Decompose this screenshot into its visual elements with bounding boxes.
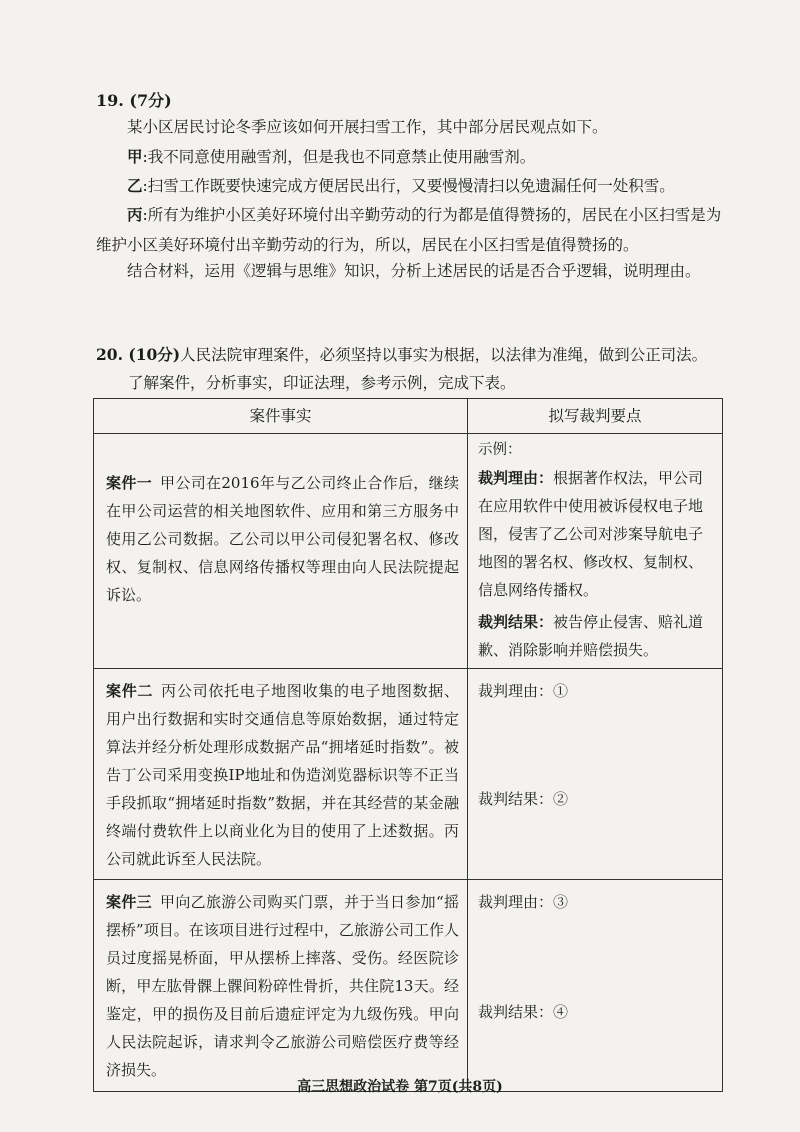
answer-blank-3[interactable]: ③ bbox=[553, 893, 569, 911]
question-20-number: 20. (10分) bbox=[96, 345, 181, 364]
question-20-text: 人民法院审理案件，必须坚持以事实为根据，以法律为准绳，做到公正司法。 bbox=[180, 346, 708, 364]
case-1-reason-label: 裁判理由： bbox=[478, 469, 554, 487]
opinion-yi bbox=[96, 171, 736, 201]
case-2-label: 案件二 bbox=[106, 682, 154, 700]
case-3-label: 案件三 bbox=[106, 893, 152, 911]
question-19-title: 19. (7分) bbox=[96, 91, 172, 110]
case-2-result bbox=[478, 785, 716, 813]
speaker-bing: 丙 bbox=[127, 205, 143, 224]
question-20-stem bbox=[96, 340, 736, 370]
case-2-fact-text: 丙公司依托电子地图收集的电子地图数据、用户出行数据和实时交通信息等原始数据，通过特定算法并经分析处理形成数据产品“拥堵延时指数”。被告丁公司采用变换IP地址和伪造浏览器标识等不正当手段抓取“拥堵延时指数”数据，并在其经营的某金融终端付费软件上以商业化为目的使用了上述数据。丙公司就此诉至人民法院。 bbox=[106, 682, 459, 868]
speaker-jia: 甲 bbox=[127, 147, 143, 166]
question-19-task: 结合材料，运用《逻辑与思维》知识，分析上述居民的话是否合乎逻辑，说明理由。 bbox=[127, 262, 701, 280]
opinion-jia bbox=[96, 142, 736, 172]
example-label: 示例： bbox=[478, 442, 522, 458]
opinion-bing bbox=[96, 200, 736, 260]
opinion-yi-text: :扫雪工作既要快速完成方便居民出行，又要慢慢清扫以免遗漏任何一处积雪。 bbox=[142, 177, 675, 195]
case-1-facts bbox=[94, 434, 468, 669]
case-1-label: 案件一 bbox=[106, 474, 153, 492]
case-3-fact-text: 甲向乙旅游公司购买门票，并于当日参加“摇摆桥”项目。在该项目进行过程中，乙旅游公司工作人员过度摇晃桥面，甲从摆桥上摔落、受伤。经医院诊断，甲左肱骨髁上髁间粉碎性骨折，共住院13天。经鉴定，甲的损伤及目前后遗症评定为九级伤残。甲向人民法院起诉，请求判令乙旅游公司赔偿医疗费等经济损失。 bbox=[106, 893, 459, 1079]
case-2-ruling bbox=[468, 669, 723, 880]
speaker-yi: 乙 bbox=[127, 176, 143, 195]
question-19-intro: 某小区居民讨论冬季应该如何开展扫雪工作，其中部分居民观点如下。 bbox=[127, 118, 608, 136]
case-3-result bbox=[478, 998, 716, 1026]
case-3-facts bbox=[94, 880, 468, 1092]
answer-blank-2[interactable]: ② bbox=[553, 790, 569, 808]
case-3-result-label: 裁判结果： bbox=[478, 1003, 554, 1021]
question-20-instruction: 了解案件，分析事实，印证法理，参考示例，完成下表。 bbox=[128, 374, 516, 392]
answer-blank-1[interactable]: ① bbox=[553, 682, 569, 700]
opinion-jia-text: :我不同意使用融雪剂，但是我也不同意禁止使用融雪剂。 bbox=[142, 148, 536, 166]
case-2-reason-label: 裁判理由： bbox=[478, 682, 554, 700]
case-1-reason bbox=[478, 464, 716, 604]
table-row bbox=[94, 669, 723, 880]
table-header-row bbox=[94, 399, 723, 434]
header-ruling-points: 拟写裁判要点 bbox=[468, 399, 723, 434]
table-row bbox=[94, 434, 723, 669]
case-2-result-label: 裁判结果： bbox=[478, 790, 554, 808]
opinion-bing-text: :所有为维护小区美好环境付出辛勤劳动的行为都是值得赞扬的，居民在小区扫雪是为维护小区美好环境付出辛勤劳动的行为，所以，居民在小区扫雪是值得赞扬的。 bbox=[96, 206, 722, 254]
case-1-reason-text: 根据著作权法，甲公司在应用软件中使用被诉侵权电子地图，侵害了乙公司对涉案导航电子地图的署名权、修改权、复制权、信息网络传播权。 bbox=[478, 469, 704, 599]
header-case-facts: 案件事实 bbox=[94, 399, 468, 434]
answer-blank-4[interactable]: ④ bbox=[553, 1003, 569, 1021]
case-3-reason bbox=[478, 888, 716, 916]
case-1-result-label: 裁判结果： bbox=[478, 613, 554, 631]
case-3-reason-label: 裁判理由： bbox=[478, 893, 554, 911]
case-table bbox=[93, 398, 723, 1092]
table-row bbox=[94, 880, 723, 1092]
case-1-result bbox=[478, 608, 716, 664]
page-footer: 高三思想政治试卷 第7页(共8页) bbox=[297, 1079, 503, 1095]
case-1-fact-text: 甲公司在2016年与乙公司终止合作后，继续在甲公司运营的相关地图软件、应用和第三方服务中使用乙公司数据。乙公司以甲公司侵犯署名权、修改权、复制权、信息网络传播权等理由向人民法院提起诉讼。 bbox=[106, 474, 459, 604]
case-1-ruling bbox=[468, 434, 723, 669]
case-2-facts bbox=[94, 669, 468, 880]
case-2-reason bbox=[478, 677, 716, 705]
case-1-result-text: 被告停止侵害、赔礼道歉、消除影响并赔偿损失。 bbox=[478, 613, 704, 659]
case-3-ruling bbox=[468, 880, 723, 1092]
